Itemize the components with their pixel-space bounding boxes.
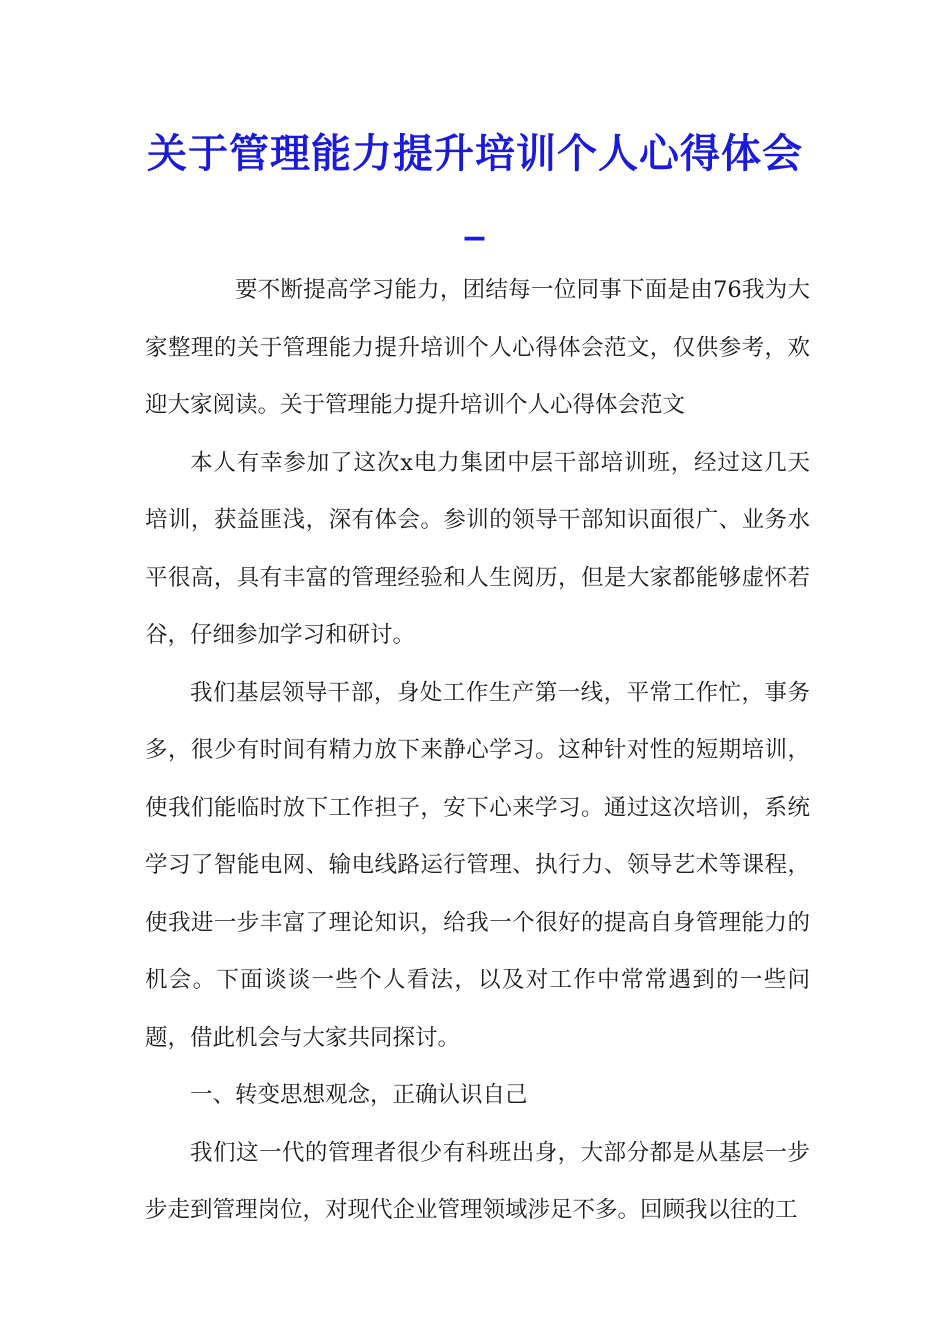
section-heading: 一、转变思想观念，正确认识自己 [190,1082,528,1108]
document-body [145,262,810,1240]
paragraph-intro: 要不断提高学习能力，团结每一位同事下面是由76我为大家整理的关于管理能力提升培训个人心得体会范文，仅供参考，欢迎大家阅读。关于管理能力提升培训个人心得体会范文 [145,277,810,418]
paragraph-training: 本人有幸参加了这次x电力集团中层干部培训班，经过这几天培训，获益匪浅，深有体会。参训的领导干部知识面很广、业务水平很高，具有丰富的管理经验和人生阅历，但是大家都能够虚怀若谷，仔细参加学习和研讨。 [145,449,810,648]
paragraph-frontline: 我们基层领导干部，身处工作生产第一线，平常工作忙，事务多，很少有时间有精力放下来静心学习。这种针对性的短期培训，使我们能临时放下工作担子，安下心来学习。通过这次培训，系统学习了智能电网、输电线路运行管理、执行力、领导艺术等课程，使我进一步丰富了理论知识，给我一个很好的提高自身管理能力的机会。下面谈谈一些个人看法，以及对工作中常常遇到的一些问题，借此机会与大家共同探讨。 [145,679,810,1051]
paragraph-managers: 我们这一代的管理者很少有科班出身，大部分都是从基层一步步走到管理岗位，对现代企业管理领域涉足不多。回顾我以往的工 [145,1139,810,1223]
document-title: 关于管理能力提升培训个人心得体会_ [147,130,803,241]
